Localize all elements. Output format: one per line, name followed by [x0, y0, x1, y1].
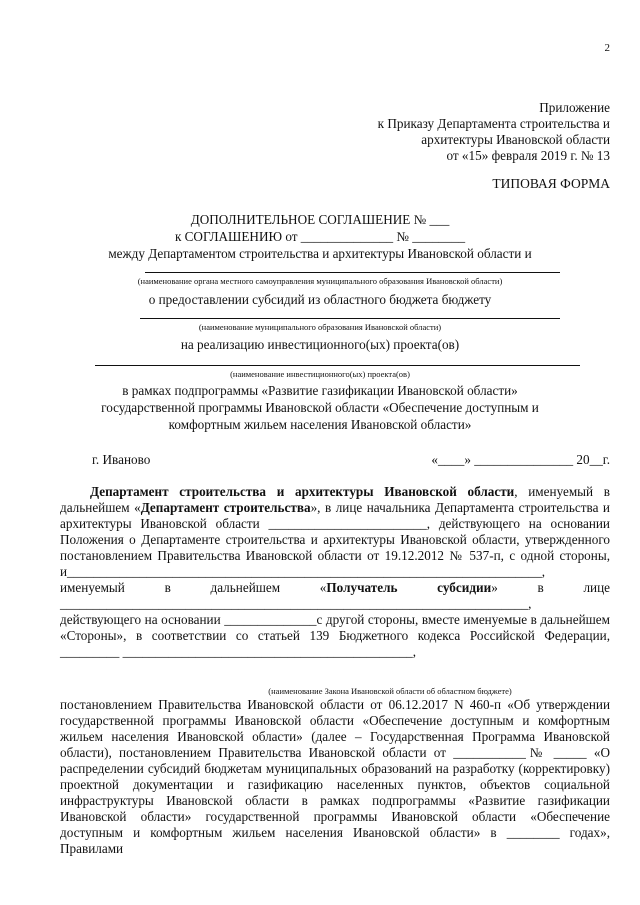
caption-projects: (наименование инвестиционного(ых) проекта(ов) [230, 369, 410, 379]
bold-party: Департамент строительства и архитектуры Ивановской области [90, 484, 515, 499]
appendix-line: архитектуры Ивановской области [421, 132, 610, 147]
caption-municipality: (наименование муниципального образования Ивановской области) [198, 322, 442, 332]
appendix-block [378, 100, 610, 164]
program-line: в рамках подпрограммы «Развитие газификации Ивановской области» [122, 383, 518, 398]
bold-term: Получатель субсидии [326, 580, 492, 595]
program-line: государственной программы Ивановской области «Обеспечение доступным и [101, 400, 539, 415]
place: г. Иваново [92, 452, 151, 467]
appendix-line: от «15» февраля 2019 г. № 13 [446, 148, 610, 163]
body-paragraph-1 [60, 484, 610, 660]
blank-line [145, 272, 560, 273]
text-span: » в лице _______________________________________________________________________, действующего на основании ______________с другой стороны, вместе именуемые в дальнейшем «Стороны», в соответствии со статьей 139 Бюджетного кодекса Российской Федерации, _________ ____________________________________________, [60, 580, 610, 659]
date: «____» _______________ 20__г. [431, 452, 610, 467]
bold-term: Департамент строительства [140, 500, 311, 515]
parties-line: между Департаментом строительства и архитектуры Ивановской области и [108, 246, 532, 261]
caption-organ: (наименование органа местного самоуправления муниципального образования Ивановской области) [137, 276, 503, 286]
program-line: комфортным жильем населения Ивановской области» [168, 417, 472, 432]
page-number: 2 [604, 42, 610, 54]
paragraph-text: постановлением Правительства Ивановской области от 06.12.2017 N 460-п «Об утверждении государственной программы Ивановской области «Обеспечение доступным и комфортным жильем населения Ивановской области» (далее – Государственная Программа Ивановской области), постановлением Правительства Ивановской области от ___________№ _____ «О распределении субсидий бюджетам муниципальных образований на разработку (корректировку) проектной документации и газификацию населенных пунктов, объектов социальной инфраструктуры Ивановской области в рамках подпрограммы «Развитие газификации Ивановской области» государственной программы Ивановской области «Обеспечение доступным и комфортным жильем населения Ивановской области» в ________ годах», Правилами [60, 697, 610, 856]
agreement-title: ДОПОЛНИТЕЛЬНОЕ СОГЛАШЕНИЕ № ___ [190, 212, 450, 227]
text-span: , именуемый в дальнейшем « [60, 484, 611, 515]
appendix-line: к Приказу Департамента строительства и [377, 116, 610, 131]
form-type: ТИПОВАЯ ФОРМА [492, 176, 610, 191]
agreement-ref: к СОГЛАШЕНИЮ от ______________ № ________ [174, 229, 466, 244]
subsidy-line: о предоставлении субсидий из областного бюджета бюджету [148, 292, 492, 307]
caption-law: (наименование Закона Ивановской области об областном бюджете) [268, 686, 512, 696]
appendix-line: Приложение [539, 100, 610, 115]
place-date-row [60, 452, 610, 468]
body-paragraph-2 [60, 697, 610, 857]
projects-line: на реализацию инвестиционного(ых) проекта(ов) [180, 337, 460, 352]
text-span: », в лице начальника Департамента строительства и архитектуры Ивановской области ________________________, действующего на основании Положения о Департаменте строительства и архитектуры Ивановской области, утвержденного постановлением Правительства Ивановской области от 19.12.2012 № 537-п, с одной стороны, и________________________________________________________________________, именуемый в дальнейшем « [60, 500, 610, 595]
blank-line [95, 365, 580, 366]
blank-line [140, 318, 560, 319]
